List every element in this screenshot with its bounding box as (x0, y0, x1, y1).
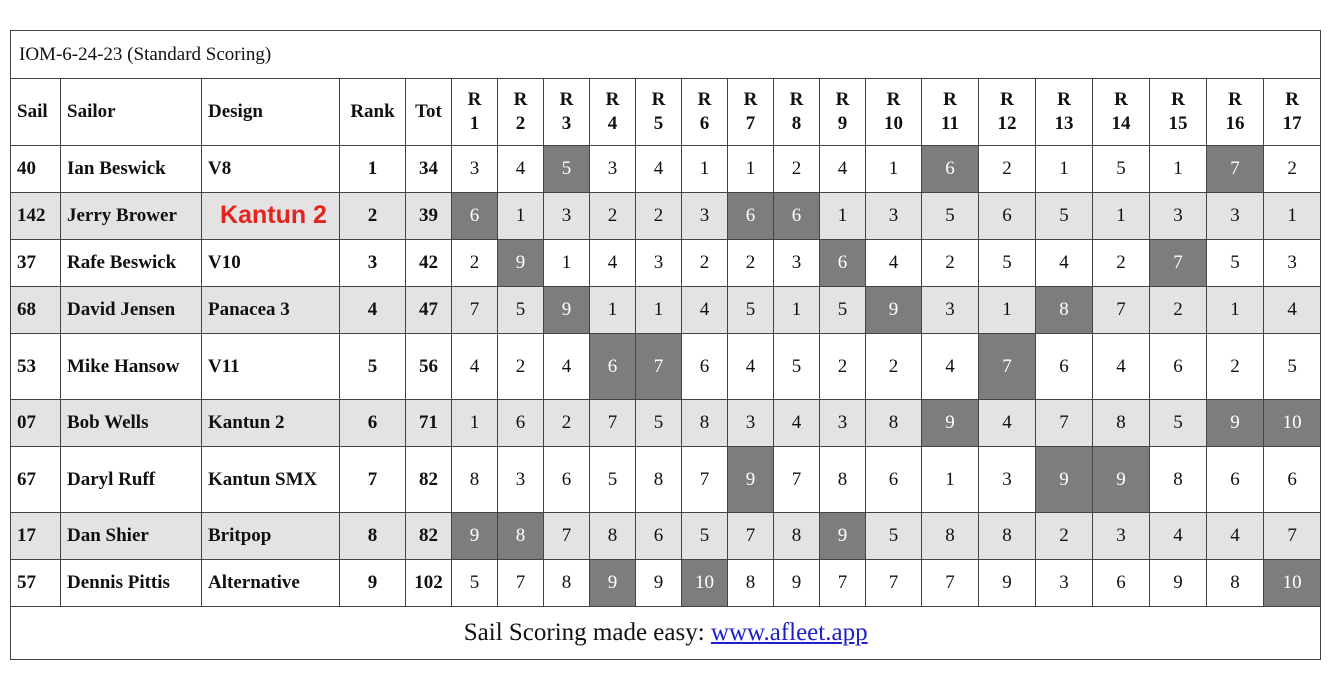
race-number: 11 (941, 113, 959, 134)
race-score: 4 (1036, 240, 1093, 287)
race-score: 9 (1150, 560, 1207, 607)
race-score: 7 (544, 513, 590, 560)
race-score: 2 (1207, 334, 1264, 400)
race-score: 5 (728, 287, 774, 334)
race-prefix: R (1171, 89, 1185, 110)
race-score-discarded: 9 (866, 287, 922, 334)
race-score: 2 (452, 240, 498, 287)
race-number: 16 (1225, 113, 1245, 134)
race-score: 6 (498, 400, 544, 447)
race-score: 1 (590, 287, 636, 334)
race-score: 3 (1036, 560, 1093, 607)
race-score: 3 (682, 193, 728, 240)
total-points: 34 (406, 146, 452, 193)
race-score-discarded: 9 (498, 240, 544, 287)
race-score: 6 (1264, 447, 1321, 513)
race-score: 2 (636, 193, 682, 240)
race-score: 3 (1150, 193, 1207, 240)
footer (11, 607, 1321, 660)
race-score: 1 (682, 146, 728, 193)
race-score-discarded: 7 (1150, 240, 1207, 287)
race-score: 1 (636, 287, 682, 334)
race-score: 8 (1150, 447, 1207, 513)
header-race-12 (979, 79, 1036, 146)
rank: 8 (340, 513, 406, 560)
race-score: 4 (866, 240, 922, 287)
sail-number: 37 (11, 240, 61, 287)
total-points: 42 (406, 240, 452, 287)
race-score: 5 (979, 240, 1036, 287)
race-score-discarded: 5 (544, 146, 590, 193)
table-row (11, 240, 1321, 287)
race-prefix: R (943, 89, 957, 110)
race-prefix: R (835, 89, 850, 110)
race-score: 7 (590, 400, 636, 447)
sailor-name: Rafe Beswick (61, 240, 202, 287)
header-race-4 (590, 79, 636, 146)
race-score: 8 (866, 400, 922, 447)
race-score: 9 (979, 560, 1036, 607)
header-race-10 (866, 79, 922, 146)
race-prefix: R (1000, 89, 1014, 110)
race-score: 8 (1207, 560, 1264, 607)
race-score: 5 (1264, 334, 1321, 400)
race-score-discarded: 10 (1264, 400, 1321, 447)
race-score: 2 (498, 334, 544, 400)
race-score: 1 (774, 287, 820, 334)
race-score: 5 (636, 400, 682, 447)
race-score: 5 (452, 560, 498, 607)
race-score-discarded: 9 (1207, 400, 1264, 447)
race-score: 3 (498, 447, 544, 513)
header-race-3 (544, 79, 590, 146)
race-number: 5 (653, 113, 664, 134)
sailor-name: David Jensen (61, 287, 202, 334)
sailor-name: Dan Shier (61, 513, 202, 560)
race-score: 8 (1093, 400, 1150, 447)
race-score: 5 (682, 513, 728, 560)
race-score-discarded: 6 (452, 193, 498, 240)
race-score: 6 (682, 334, 728, 400)
header-sail: Sail (11, 79, 61, 146)
race-score: 3 (866, 193, 922, 240)
header-race-2 (498, 79, 544, 146)
rank: 5 (340, 334, 406, 400)
header-race-6 (682, 79, 728, 146)
race-score: 3 (1207, 193, 1264, 240)
sailor-name: Daryl Ruff (61, 447, 202, 513)
race-score: 5 (590, 447, 636, 513)
race-score: 3 (1264, 240, 1321, 287)
race-score: 2 (774, 146, 820, 193)
table-row (11, 193, 1321, 240)
boat-design: Kantun 2 (202, 400, 340, 447)
race-score: 7 (1036, 400, 1093, 447)
total-points: 56 (406, 334, 452, 400)
rank: 4 (340, 287, 406, 334)
race-score: 3 (774, 240, 820, 287)
race-score: 2 (979, 146, 1036, 193)
race-score: 5 (820, 287, 866, 334)
race-prefix: R (789, 89, 804, 110)
race-score-discarded: 9 (728, 447, 774, 513)
sail-number: 57 (11, 560, 61, 607)
table-row (11, 447, 1321, 513)
race-prefix: R (1114, 89, 1128, 110)
race-score: 4 (1150, 513, 1207, 560)
race-score: 4 (682, 287, 728, 334)
sailor-name: Ian Beswick (61, 146, 202, 193)
race-score: 7 (1264, 513, 1321, 560)
race-prefix: R (605, 89, 620, 110)
race-score-discarded: 6 (774, 193, 820, 240)
boat-design: Kantun SMX (202, 447, 340, 513)
header-race-16 (1207, 79, 1264, 146)
race-number: 10 (884, 113, 903, 134)
race-score-discarded: 7 (1207, 146, 1264, 193)
rank: 3 (340, 240, 406, 287)
race-score-discarded: 6 (590, 334, 636, 400)
sailor-name: Mike Hansow (61, 334, 202, 400)
results-table (10, 30, 1321, 660)
race-score: 1 (1036, 146, 1093, 193)
race-score: 2 (1264, 146, 1321, 193)
header-race-15 (1150, 79, 1207, 146)
race-score: 2 (1036, 513, 1093, 560)
header-race-5 (636, 79, 682, 146)
race-score: 4 (1093, 334, 1150, 400)
race-score: 4 (498, 146, 544, 193)
race-score: 8 (544, 560, 590, 607)
race-score: 8 (452, 447, 498, 513)
highlighted-design: Kantun 2 (220, 200, 327, 229)
rank: 2 (340, 193, 406, 240)
race-score: 6 (1093, 560, 1150, 607)
race-score: 7 (866, 560, 922, 607)
race-score: 4 (979, 400, 1036, 447)
race-score: 3 (922, 287, 979, 334)
header-row (11, 79, 1321, 146)
race-score: 2 (728, 240, 774, 287)
sailor-name: Jerry Brower (61, 193, 202, 240)
header-race-14 (1093, 79, 1150, 146)
header-race-1 (452, 79, 498, 146)
sail-number: 17 (11, 513, 61, 560)
race-number: 12 (997, 113, 1017, 134)
sail-number: 142 (11, 193, 61, 240)
race-score: 5 (922, 193, 979, 240)
table-row (11, 146, 1321, 193)
race-number: 13 (1054, 113, 1074, 134)
race-score: 2 (866, 334, 922, 400)
race-score: 5 (774, 334, 820, 400)
race-score: 6 (1207, 447, 1264, 513)
race-score: 4 (774, 400, 820, 447)
race-score-discarded: 7 (979, 334, 1036, 400)
race-score: 3 (544, 193, 590, 240)
race-score: 1 (979, 287, 1036, 334)
race-score-discarded: 6 (922, 146, 979, 193)
race-score: 5 (1093, 146, 1150, 193)
race-number: 14 (1111, 113, 1131, 134)
race-prefix: R (651, 89, 666, 110)
results-body (11, 146, 1321, 607)
sail-number: 53 (11, 334, 61, 400)
total-points: 47 (406, 287, 452, 334)
race-number: 9 (837, 113, 848, 134)
race-score: 8 (922, 513, 979, 560)
race-score: 1 (544, 240, 590, 287)
race-score: 1 (820, 193, 866, 240)
race-score: 4 (590, 240, 636, 287)
race-score: 6 (636, 513, 682, 560)
header-race-9 (820, 79, 866, 146)
race-score: 3 (636, 240, 682, 287)
rank: 6 (340, 400, 406, 447)
header-design: Design (202, 79, 340, 146)
race-score: 1 (1150, 146, 1207, 193)
race-score: 6 (979, 193, 1036, 240)
race-score: 5 (866, 513, 922, 560)
afleet-link[interactable]: www.afleet.app (710, 619, 868, 646)
header-tot: Tot (406, 79, 452, 146)
race-score: 3 (590, 146, 636, 193)
total-points: 102 (406, 560, 452, 607)
race-score: 1 (1207, 287, 1264, 334)
race-score: 8 (590, 513, 636, 560)
race-score: 8 (682, 400, 728, 447)
race-score: 4 (452, 334, 498, 400)
race-score-discarded: 9 (1036, 447, 1093, 513)
race-score: 3 (1093, 513, 1150, 560)
race-score: 5 (1207, 240, 1264, 287)
race-score: 2 (922, 240, 979, 287)
total-points: 71 (406, 400, 452, 447)
race-score: 8 (636, 447, 682, 513)
sail-number: 07 (11, 400, 61, 447)
rank: 1 (340, 146, 406, 193)
table-row (11, 400, 1321, 447)
boat-design: V11 (202, 334, 340, 400)
sailor-name: Dennis Pittis (61, 560, 202, 607)
race-score: 1 (866, 146, 922, 193)
race-score: 8 (820, 447, 866, 513)
table-row (11, 334, 1321, 400)
race-score-discarded: 7 (636, 334, 682, 400)
race-score-discarded: 6 (728, 193, 774, 240)
race-score: 4 (544, 334, 590, 400)
table-row (11, 513, 1321, 560)
boat-design: Britpop (202, 513, 340, 560)
race-score-discarded: 9 (590, 560, 636, 607)
race-score: 8 (979, 513, 1036, 560)
race-score: 6 (544, 447, 590, 513)
race-score: 6 (866, 447, 922, 513)
race-prefix: R (743, 89, 758, 110)
race-prefix: R (1285, 89, 1300, 110)
race-score-discarded: 10 (682, 560, 728, 607)
rank: 9 (340, 560, 406, 607)
race-number: 15 (1168, 113, 1188, 134)
race-score: 7 (820, 560, 866, 607)
results-title: IOM-6-24-23 (Standard Scoring) (11, 31, 1321, 79)
race-score: 7 (452, 287, 498, 334)
race-score: 4 (820, 146, 866, 193)
race-score: 2 (590, 193, 636, 240)
race-score: 1 (922, 447, 979, 513)
total-points: 39 (406, 193, 452, 240)
header-race-17 (1264, 79, 1321, 146)
race-score: 9 (774, 560, 820, 607)
race-score-discarded: 9 (820, 513, 866, 560)
header-race-7 (728, 79, 774, 146)
race-number: 6 (699, 113, 710, 134)
race-score: 4 (636, 146, 682, 193)
race-score-discarded: 9 (544, 287, 590, 334)
boat-design: V10 (202, 240, 340, 287)
race-score: 5 (1036, 193, 1093, 240)
race-score: 1 (1093, 193, 1150, 240)
race-score: 7 (774, 447, 820, 513)
race-score: 6 (1036, 334, 1093, 400)
race-score: 7 (922, 560, 979, 607)
race-score: 8 (774, 513, 820, 560)
header-sailor: Sailor (61, 79, 202, 146)
race-number: 4 (607, 113, 618, 134)
boat-design: Panacea 3 (202, 287, 340, 334)
table-row (11, 560, 1321, 607)
race-prefix: R (1057, 89, 1071, 110)
total-points: 82 (406, 513, 452, 560)
race-prefix: R (697, 89, 712, 110)
race-score: 4 (1207, 513, 1264, 560)
race-score: 1 (1264, 193, 1321, 240)
race-number: 8 (791, 113, 802, 134)
race-score: 7 (498, 560, 544, 607)
race-number: 17 (1282, 113, 1302, 134)
sail-number: 68 (11, 287, 61, 334)
header-race-11 (922, 79, 979, 146)
race-prefix: R (467, 89, 482, 110)
sailor-name: Bob Wells (61, 400, 202, 447)
race-score: 2 (820, 334, 866, 400)
race-score: 3 (728, 400, 774, 447)
race-score: 3 (979, 447, 1036, 513)
race-score-discarded: 8 (498, 513, 544, 560)
boat-design (202, 193, 340, 240)
race-score-discarded: 6 (820, 240, 866, 287)
sail-number: 67 (11, 447, 61, 513)
table-row (11, 287, 1321, 334)
race-score: 3 (452, 146, 498, 193)
race-score-discarded: 10 (1264, 560, 1321, 607)
race-score-discarded: 8 (1036, 287, 1093, 334)
race-score: 7 (1093, 287, 1150, 334)
race-number: 1 (469, 113, 480, 134)
header-race-13 (1036, 79, 1093, 146)
race-score-discarded: 9 (1093, 447, 1150, 513)
race-score: 9 (636, 560, 682, 607)
race-score: 2 (1093, 240, 1150, 287)
race-prefix: R (1228, 89, 1242, 110)
footer-text: Sail Scoring made easy: (463, 619, 711, 646)
boat-design: Alternative (202, 560, 340, 607)
race-prefix: R (886, 89, 901, 110)
race-number: 7 (745, 113, 756, 134)
race-score: 7 (682, 447, 728, 513)
race-score: 6 (1150, 334, 1207, 400)
race-score-discarded: 9 (452, 513, 498, 560)
race-score: 2 (1150, 287, 1207, 334)
results-table-container (10, 30, 1321, 660)
race-score: 2 (544, 400, 590, 447)
race-score: 4 (728, 334, 774, 400)
race-number: 3 (561, 113, 572, 134)
race-score: 1 (728, 146, 774, 193)
race-prefix: R (559, 89, 574, 110)
sail-number: 40 (11, 146, 61, 193)
race-score: 7 (728, 513, 774, 560)
race-score: 3 (820, 400, 866, 447)
race-score: 8 (728, 560, 774, 607)
race-score: 5 (1150, 400, 1207, 447)
race-prefix: R (513, 89, 528, 110)
race-number: 2 (515, 113, 526, 134)
header-rank: Rank (340, 79, 406, 146)
header-race-8 (774, 79, 820, 146)
rank: 7 (340, 447, 406, 513)
race-score: 1 (498, 193, 544, 240)
boat-design: V8 (202, 146, 340, 193)
race-score: 2 (682, 240, 728, 287)
total-points: 82 (406, 447, 452, 513)
race-score: 4 (922, 334, 979, 400)
race-score: 4 (1264, 287, 1321, 334)
race-score: 1 (452, 400, 498, 447)
race-score: 5 (498, 287, 544, 334)
race-score-discarded: 9 (922, 400, 979, 447)
